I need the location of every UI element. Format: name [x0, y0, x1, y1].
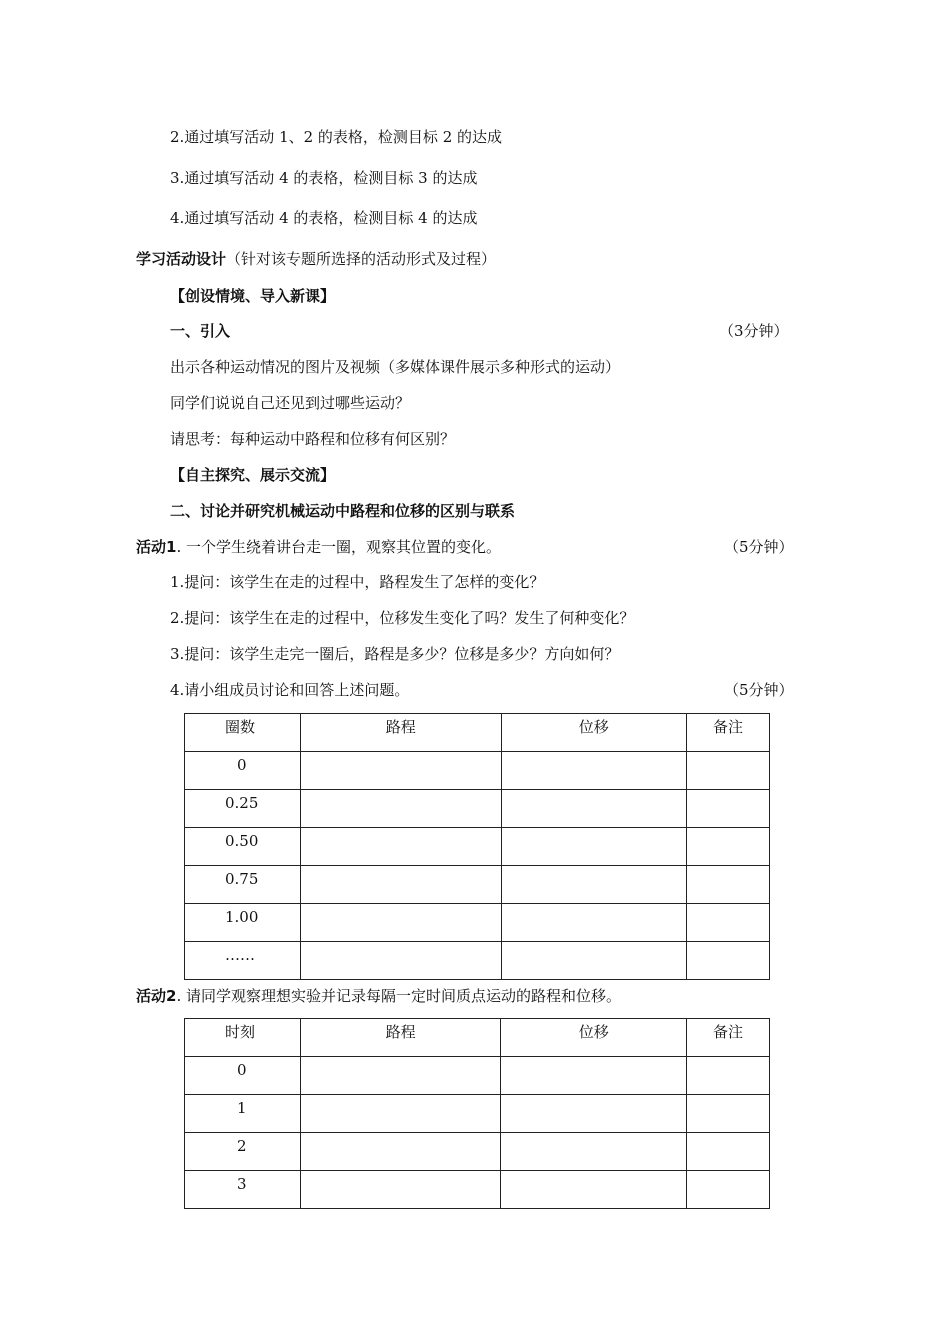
remarks-cell[interactable] [687, 790, 770, 828]
table-laps [184, 713, 770, 980]
intro-title: 一、引入 [170, 322, 231, 340]
row-time-cell: 0 [185, 1057, 301, 1095]
table-row [185, 790, 770, 828]
remarks-cell[interactable] [687, 1171, 770, 1209]
activity1-q4-time: （5分钟） [724, 681, 794, 699]
table-time [184, 1018, 770, 1209]
row-time-cell: 3 [185, 1171, 301, 1209]
row-laps-cell: 1.00 [185, 904, 301, 942]
table-row [185, 942, 770, 980]
table-row [185, 904, 770, 942]
displacement-cell[interactable] [501, 1057, 687, 1095]
activity1-question-3: 3.提问：该学生走完一圈后，路程是多少？位移是多少？方向如何？ [170, 645, 620, 663]
displacement-cell[interactable] [501, 1133, 687, 1171]
displacement-cell[interactable] [501, 1171, 687, 1209]
distance-cell[interactable] [300, 942, 501, 980]
activity1-time: （5分钟） [724, 538, 794, 556]
displacement-cell[interactable] [501, 904, 687, 942]
header-distance: 路程 [300, 714, 501, 752]
intro-line-2: 同学们说说自己还见到过哪些运动？ [170, 394, 411, 412]
section2-title: 【自主探究、展示交流】 [170, 466, 336, 484]
section1-title: 【创设情境、导入新课】 [170, 287, 336, 305]
activity1-text: . 一个学生绕着讲台走一圈，观察其位置的变化。 [176, 538, 501, 556]
distance-cell[interactable] [300, 866, 501, 904]
remarks-cell[interactable] [687, 866, 770, 904]
eval-item-2: 2.通过填写活动 1、2 的表格，检测目标 2 的达成 [170, 128, 503, 146]
activity1-line [136, 537, 501, 557]
activity2-label: 活动2 [136, 987, 177, 1005]
intro-line-3: 请思考：每种运动中路程和位移有何区别？ [170, 430, 456, 448]
displacement-cell[interactable] [501, 1095, 687, 1133]
remarks-cell[interactable] [687, 1057, 770, 1095]
table-row [185, 752, 770, 790]
design-heading [136, 249, 496, 269]
table-row [185, 828, 770, 866]
row-laps-cell: 0.75 [185, 866, 301, 904]
activity1-question-1: 1.提问：该学生在走的过程中，路程发生了怎样的变化？ [170, 573, 545, 591]
design-heading-bold: 学习活动设计 [136, 250, 227, 268]
row-time-cell: 1 [185, 1095, 301, 1133]
activity2-line [136, 986, 621, 1006]
header-laps: 圈数 [185, 714, 301, 752]
design-heading-note: （针对该专题所选择的活动形式及过程） [226, 250, 497, 268]
intro-time: （3分钟） [719, 322, 789, 340]
distance-cell[interactable] [300, 828, 501, 866]
header-displacement: 位移 [501, 714, 687, 752]
table-header-row [185, 714, 770, 752]
displacement-cell[interactable] [501, 790, 687, 828]
intro-line-1: 出示各种运动情况的图片及视频（多媒体课件展示多种形式的运动） [170, 358, 621, 376]
remarks-cell[interactable] [687, 1095, 770, 1133]
displacement-cell[interactable] [501, 942, 687, 980]
activity2-text: . 请同学观察理想实验并记录每隔一定时间质点运动的路程和位移。 [176, 987, 621, 1005]
table-row [185, 1057, 770, 1095]
row-laps-cell: 0.50 [185, 828, 301, 866]
distance-cell[interactable] [300, 1057, 501, 1095]
remarks-cell[interactable] [687, 752, 770, 790]
distance-cell[interactable] [300, 752, 501, 790]
displacement-cell[interactable] [501, 866, 687, 904]
distance-cell[interactable] [300, 1133, 501, 1171]
table-row [185, 866, 770, 904]
remarks-cell[interactable] [687, 828, 770, 866]
row-laps-cell: 0.25 [185, 790, 301, 828]
distance-cell[interactable] [300, 1095, 501, 1133]
header-distance: 路程 [300, 1019, 501, 1057]
activity1-question-2: 2.提问：该学生在走的过程中，位移发生变化了吗？发生了何种变化？ [170, 609, 635, 627]
activity1-question-4: 4.请小组成员讨论和回答上述问题。 [170, 681, 410, 699]
remarks-cell[interactable] [687, 942, 770, 980]
table-header-row [185, 1019, 770, 1057]
table-row [185, 1133, 770, 1171]
distance-cell[interactable] [300, 1171, 501, 1209]
header-remarks: 备注 [687, 714, 770, 752]
eval-item-3: 3.通过填写活动 4 的表格，检测目标 3 的达成 [170, 169, 478, 187]
table-row [185, 1171, 770, 1209]
eval-item-4: 4.通过填写活动 4 的表格，检测目标 4 的达成 [170, 209, 478, 227]
row-laps-cell: 0 [185, 752, 301, 790]
table-row [185, 1095, 770, 1133]
header-remarks: 备注 [687, 1019, 770, 1057]
displacement-cell[interactable] [501, 828, 687, 866]
distance-cell[interactable] [300, 790, 501, 828]
row-time-cell: 2 [185, 1133, 301, 1171]
displacement-cell[interactable] [501, 752, 687, 790]
distance-cell[interactable] [300, 904, 501, 942]
discuss-title: 二、讨论并研究机械运动中路程和位移的区别与联系 [170, 502, 516, 520]
header-time: 时刻 [185, 1019, 301, 1057]
remarks-cell[interactable] [687, 1133, 770, 1171]
activity1-label: 活动1 [136, 538, 177, 556]
remarks-cell[interactable] [687, 904, 770, 942]
row-laps-cell: …… [185, 942, 301, 980]
header-displacement: 位移 [501, 1019, 687, 1057]
